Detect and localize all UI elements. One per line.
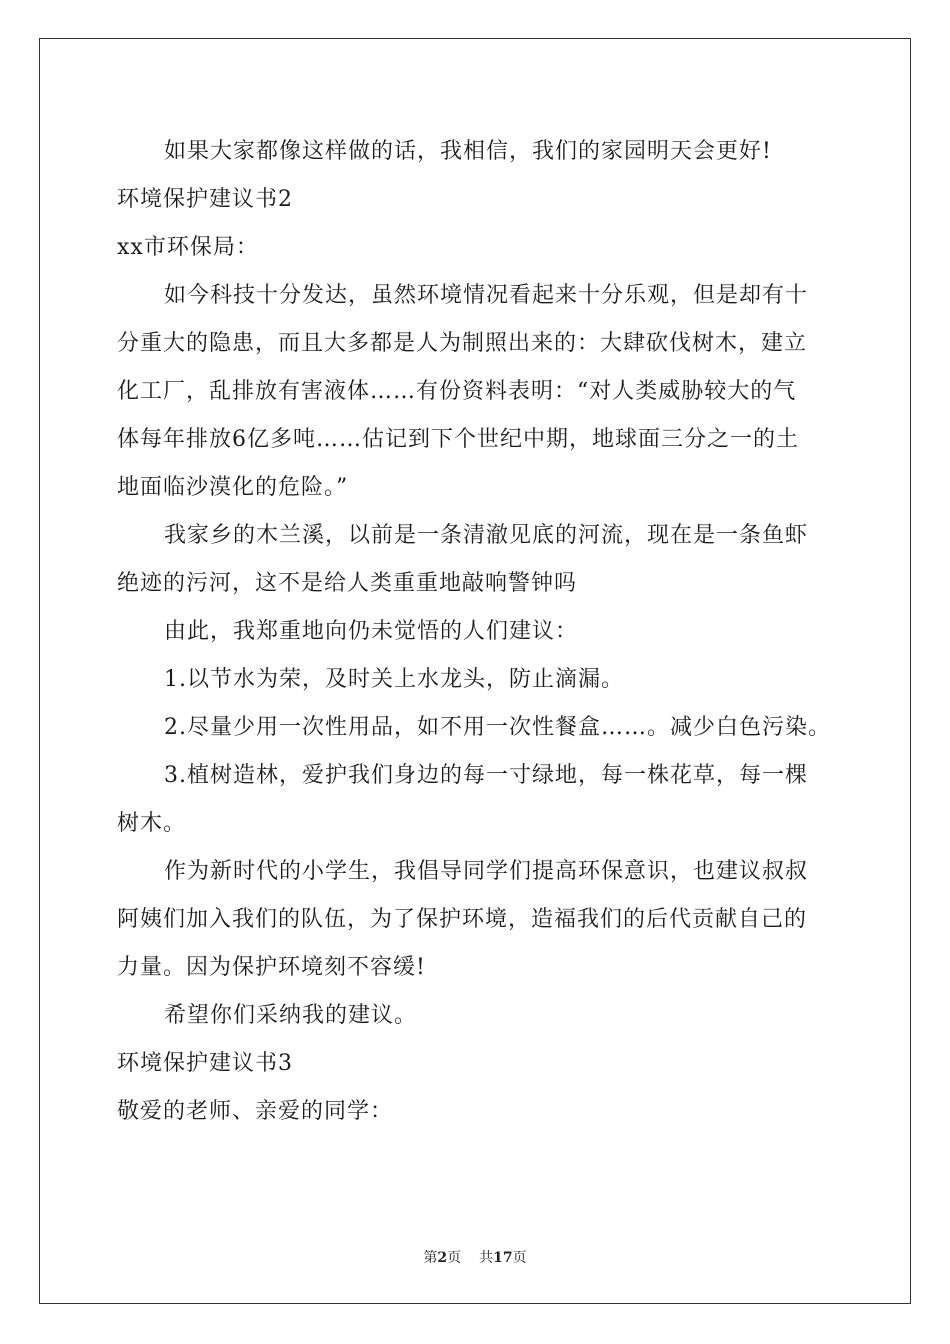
paragraph-line: 体每年排放6亿多吨……估记到下个世纪中期，地球面三分之一的土 (117, 427, 799, 452)
page-number: 2 (437, 1250, 448, 1266)
paragraph-line: 力量。因为保护环境刻不容缓! (117, 955, 426, 980)
paragraph-line: 绝迹的污河，这不是给人类重重地敲响警钟吗 (117, 571, 578, 596)
document-body (117, 128, 847, 1136)
paragraph-line: 如果大家都像这样做的话，我相信，我们的家园明天会更好! (164, 139, 772, 164)
paragraph-line: 如今科技十分发达，虽然环境情况看起来十分乐观，但是却有十 (164, 283, 809, 308)
page-suffix: 页 (447, 1250, 462, 1266)
list-item: 2.尽量少用一次性用品，如不用一次性餐盒……。减少白色污染。 (164, 715, 831, 740)
total-pages: 17 (493, 1250, 513, 1266)
list-item: 树木。 (117, 811, 187, 836)
salutation: 敬爱的老师、亲爱的同学： (117, 1099, 394, 1124)
paragraph-line: 由此，我郑重地向仍未觉悟的人们建议： (164, 619, 579, 644)
page-prefix: 第 (423, 1250, 438, 1266)
salutation: xx市环保局： (117, 235, 259, 260)
section-heading: 环境保护建议书3 (117, 1051, 293, 1076)
list-item: 1.以节水为荣，及时关上水龙头，防止滴漏。 (164, 667, 624, 692)
total-suffix: 页 (512, 1250, 527, 1266)
list-item: 3.植树造林，爱护我们身边的每一寸绿地，每一株花草，每一棵 (164, 763, 808, 788)
paragraph-line: 希望你们采纳我的建议。 (164, 1003, 418, 1028)
total-prefix: 共 (479, 1250, 494, 1266)
paragraph-line: 作为新时代的小学生，我倡导同学们提高环保意识，也建议叔叔 (164, 859, 809, 884)
page-footer (0, 1247, 950, 1267)
paragraph-line: 阿姨们加入我们的队伍，为了保护环境，造福我们的后代贡献自己的 (117, 907, 808, 932)
paragraph-line: 分重大的隐患，而且大多都是人为制照出来的：大肆砍伐树木，建立 (117, 331, 808, 356)
paragraph-line: 化工厂，乱排放有害液体……有份资料表明：“对人类威胁较大的气 (117, 379, 797, 404)
section-heading: 环境保护建议书2 (117, 187, 293, 212)
paragraph-line: 地面临沙漠化的危险。” (117, 475, 349, 500)
paragraph-line: 我家乡的木兰溪，以前是一条清澈见底的河流，现在是一条鱼虾 (164, 523, 809, 548)
